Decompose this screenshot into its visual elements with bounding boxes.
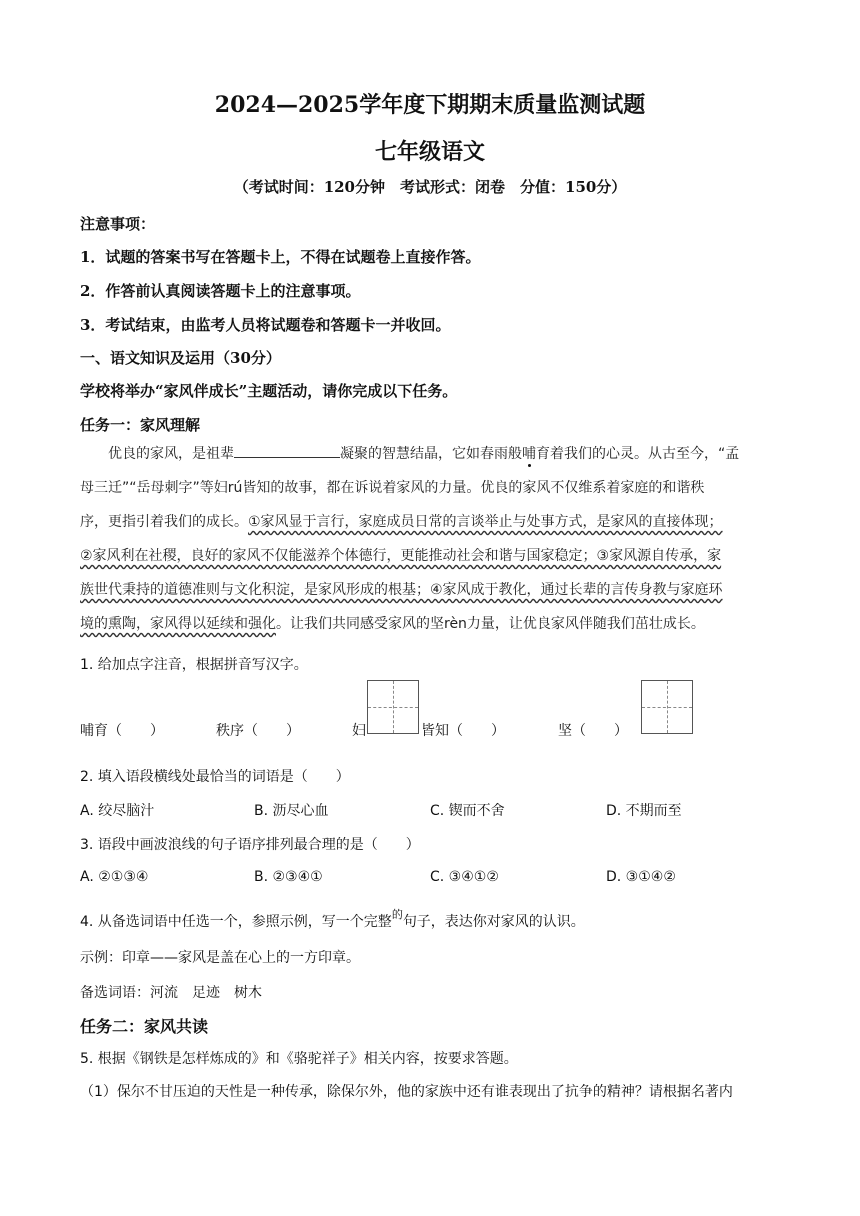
q3-option-a[interactable]: A. ②①③④ [80,869,149,885]
q2-option-d[interactable]: D. 不期而至 [606,803,682,819]
notes-heading: 注意事项： [80,215,156,233]
q4-stem-part: 句子，表达你对家风的认识。 [402,914,585,930]
q4-candidates: 备选词语：河流 足迹 树木 [80,985,262,1001]
note-item-2: 2．作答前认真阅读答题卡上的注意事项。 [80,282,361,300]
q4-stem-part: 4. 从备选词语中任选一个，参照示例，写一个完整 [80,914,392,930]
exam-info: （考试时间：120分钟 考试形式：闭卷 分值：150分） [233,178,627,196]
q1-item-fu: 妇 [352,723,366,739]
q1-item-jian: 坚（ ） [558,723,628,739]
exam-title: 2024—2025学年度下期期末质量监测试题 [214,92,646,118]
q4-stem-superscript: 的 [391,908,403,921]
q3-option-b[interactable]: B. ②③④① [254,869,323,885]
q1-item-jiezhi: 皆知（ ） [421,723,505,739]
passage-line-3 [80,505,780,539]
q3-option-c[interactable]: C. ③④①② [430,869,499,885]
question-3-stem: 3. 语段中画波浪线的句子语序排列最合理的是（ ） [80,837,420,853]
answer-blank[interactable] [234,443,340,458]
exam-subtitle: 七年级语文 [374,139,485,165]
q2-option-c[interactable]: C. 锲而不舍 [430,803,505,819]
question-1-stem: 1. 给加点字注音，根据拼音写汉字。 [80,657,308,673]
note-item-1: 1．试题的答案书写在答题卡上，不得在试题卷上直接作答。 [80,248,481,266]
q2-option-a[interactable]: A. 绞尽脑汁 [80,803,155,819]
question-4-stem [80,908,585,931]
passage-text: 凝聚的智慧结晶，它如春雨般 [340,446,522,462]
passage [80,437,780,641]
passage-text: 。让我们共同感受家风的坚rèn力量，让优良家风伴随我们茁壮成长。 [276,616,705,632]
passage-text: 育着我们的心灵。从古至今，“孟 [536,446,740,462]
writing-grid-box[interactable] [367,680,419,734]
wavy-sentence: 境的熏陶，家风得以延续和强化 [80,616,276,632]
question-2-stem: 2. 填入语段横线处最恰当的词语是（ ） [80,769,350,785]
wavy-sentence: ①家风显于言行，家庭成员日常的言谈举止与处事方式，是家风的直接体现； [248,514,723,530]
question-5-stem: 5. 根据《钢铁是怎样炼成的》和《骆驼祥子》相关内容，按要求答题。 [80,1051,518,1067]
section1-intro: 学校将举办“家风伴成长”主题活动，请你完成以下任务。 [80,382,458,400]
passage-line-1 [80,437,780,471]
passage-text: 优良的家风，是祖辈 [108,446,234,462]
q1-item-zhixu: 秩序（ ） [216,723,300,739]
note-item-3: 3．考试结束，由监考人员将试题卷和答题卡一并收回。 [80,316,451,334]
passage-line-6 [80,607,780,641]
dotted-char: 哺 [522,446,536,462]
q4-example: 示例：印章——家风是盖在心上的一方印章。 [80,950,360,966]
passage-line-4 [80,539,780,573]
task2-heading: 任务二：家风共读 [80,1017,209,1036]
section1-heading: 一、语文知识及运用（30分） [80,349,281,367]
passage-line-2: 母三迁”“岳母刺字”等妇rú皆知的故事，都在诉说着家风的力量。优良的家风不仅维系着家庭的和谐秩 [80,480,705,496]
task1-heading: 任务一：家风理解 [80,416,201,434]
q3-option-d[interactable]: D. ③①④② [606,869,676,885]
wavy-sentence: ②家风利在社稷，良好的家风不仅能滋养个体德行，更能推动社会和谐与国家稳定；③家风源自传承，家 [80,548,722,564]
q5-subquestion-1: （1）保尔不甘压迫的天性是一种传承，除保尔外，他的家族中还有谁表现出了抗争的精神？请根据名著内 [80,1084,733,1100]
wavy-sentence: 族世代秉持的道德准则与文化积淀，是家风形成的根基；④家风成于教化，通过长辈的言传身教与家庭环 [80,582,723,598]
passage-text: 序，更指引着我们的成长。 [80,514,248,530]
writing-grid-box[interactable] [641,680,693,734]
passage-line-5 [80,573,780,607]
q2-option-b[interactable]: B. 沥尽心血 [254,803,329,819]
q1-item-buyu: 哺育（ ） [80,723,164,739]
